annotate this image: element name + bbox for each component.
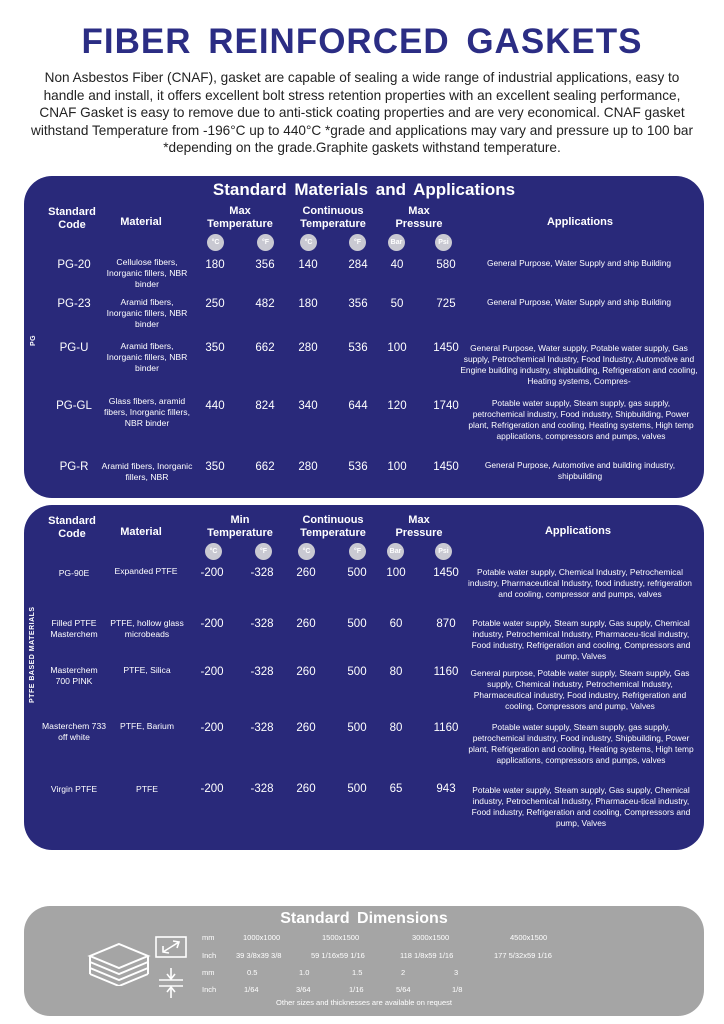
thickness-value: 1/16	[349, 985, 364, 994]
row-temp-f: -328	[250, 618, 274, 630]
unit-celsius-badge: °C	[207, 234, 224, 251]
row-cont-c: 280	[298, 342, 318, 354]
page-title: FIBER REINFORCED GASKETS	[81, 22, 643, 61]
row-cont-c: 260	[296, 783, 316, 795]
unit-bar-badge: Bar	[387, 543, 404, 560]
row-applications: Potable water supply, Chemical Industry, Petrochemical industry, Pharmaceutical Industry, food industry, refrigeration and cooling, compressor and pumps, valves	[468, 567, 692, 599]
row-cont-c: 260	[296, 618, 316, 630]
row-cont-c: 140	[298, 259, 318, 271]
row-cont-c: 280	[298, 461, 318, 473]
row-bar: 65	[389, 783, 403, 795]
row-temp-f: -328	[250, 783, 274, 795]
unit-celsius-badge: °C	[300, 234, 317, 251]
row-psi: 580	[436, 259, 456, 271]
side-label-pg: PG	[30, 334, 37, 346]
row-material: Aramid fibers, Inorganic fillers, NBR binder	[106, 297, 188, 329]
row-applications: Potable water supply, Steam supply, gas supply, petrochemical industry, Food industry, Shipbuilding, Power plant, Refrigeration and cooling, Heating systems, High temp applications, compressors and pumps, valves	[468, 398, 694, 441]
row-temp-c: -200	[200, 722, 224, 734]
row-temp-c: -200	[200, 567, 224, 579]
unit-celsius-badge: °C	[298, 543, 315, 560]
header-standard-code: Standard Code	[48, 515, 96, 540]
row-bar: 120	[387, 400, 407, 412]
row-temp-c: 440	[205, 400, 225, 412]
row-applications: General Purpose, Water supply, Potable water supply, Gas supply, Petrochemical Industry, Food Industry, Automotive and Engine building industry, shipbuilding, Refrigeration and cooling, Heating systems, Compres-	[460, 343, 698, 386]
row-code: PG-90E	[58, 568, 90, 578]
header-material: Material	[120, 526, 162, 538]
row-temp-c: 350	[205, 461, 225, 473]
side-label-ptfe: PTFE BASED MATERIALS	[29, 606, 36, 703]
dimensions-title: Standard Dimensions	[280, 910, 448, 927]
size-unit-inch: Inch	[202, 951, 217, 960]
header-max-pressure: Max Pressure	[395, 205, 443, 230]
row-cont-c: 260	[296, 567, 316, 579]
row-psi: 943	[436, 783, 456, 795]
row-psi: 1450	[433, 461, 459, 473]
row-applications: Potable water supply, Steam supply, gas supply, petrochemical industry, Food industry, Shipbuilding, Power plant, Refrigeration and cooling, Heating systems, High temp applications, compressors and pumps, valves	[468, 722, 694, 765]
row-cont-f: 356	[348, 298, 368, 310]
row-applications: Potable water supply, Steam supply, Gas supply, Chemical industry, Petrochemical Industry, Pharmaceu-tical industry, Food industry, Refrigeration and cooling, Compressors and pump, Valves	[471, 618, 691, 661]
row-cont-f: 644	[348, 400, 368, 412]
thickness-value: 0.5	[247, 968, 258, 977]
unit-fahrenheit-badge: °F	[257, 234, 274, 251]
row-temp-c: 180	[205, 259, 225, 271]
thickness-unit-mm: mm	[202, 968, 215, 977]
row-temp-c: -200	[200, 783, 224, 795]
unit-fahrenheit-badge: °F	[349, 234, 366, 251]
thickness-value: 1.0	[299, 968, 310, 977]
row-cont-f: 536	[348, 461, 368, 473]
row-cont-f: 500	[347, 666, 367, 678]
row-material: PTFE	[136, 784, 158, 794]
row-bar: 100	[386, 567, 406, 579]
size-unit-mm: mm	[202, 933, 215, 942]
row-code: Virgin PTFE	[50, 784, 98, 794]
row-cont-f: 284	[348, 259, 368, 271]
row-temp-f: 824	[255, 400, 275, 412]
size-value: 118 1/8x59 1/16	[400, 951, 454, 960]
standard-dimensions-panel	[24, 906, 704, 1016]
row-code: Masterchem 733 off white	[42, 721, 107, 742]
unit-psi-badge: Psi	[435, 543, 452, 560]
row-cont-c: 260	[296, 722, 316, 734]
row-psi: 1450	[433, 567, 459, 579]
row-material: PTFE, hollow glass microbeads	[110, 618, 184, 639]
size-value: 39 3/8x39 3/8	[236, 951, 282, 960]
standard-materials-panel	[24, 176, 704, 498]
size-value: 177 5/32x59 1/16	[494, 951, 552, 960]
row-applications: General purpose, Potable water supply, Steam supply, Gas supply, Chemical industry, Petrochemical Industry, Pharmaceutical industry, Food industry, Refrigeration and cooling, Compressors and pump, Valves	[470, 668, 690, 711]
row-cont-f: 500	[347, 722, 367, 734]
unit-celsius-badge: °C	[205, 543, 222, 560]
thickness-icon	[157, 968, 185, 998]
header-standard-code: Standard Code	[48, 206, 96, 231]
row-material: PTFE, Silica	[123, 665, 171, 675]
intro-paragraph: Non Asbestos Fiber (CNAF), gasket are capable of sealing a wide range of industrial applications, easy to handle and install, it offers excellent bolt stress retention properties with an excellent sealing performance, CNAF Gasket is easy to remove due to anti-stick coating properties and are very economical. CNAF gasket withstand Temperature from -196°C up to 440°C *grade and applications may vary and pressure up to 100 bar *depending on the grade.Graphite gaskets withstand temperature.	[31, 70, 693, 156]
row-code: Masterchem 700 PINK	[50, 665, 98, 686]
row-temp-c: 250	[205, 298, 225, 310]
size-value: 4500x1500	[510, 933, 548, 942]
row-bar: 50	[390, 298, 404, 310]
header-continuous-temperature: Continuous Temperature	[300, 205, 366, 230]
header-material: Material	[120, 216, 162, 228]
unit-bar-badge: Bar	[388, 234, 405, 251]
row-temp-f: 356	[255, 259, 275, 271]
size-value: 59 1/16x59 1/16	[311, 951, 365, 960]
thickness-value: 1.5	[352, 968, 363, 977]
row-psi: 870	[436, 618, 456, 630]
row-temp-c: -200	[200, 666, 224, 678]
row-code: PG-U	[59, 342, 89, 354]
thickness-unit-inch: Inch	[202, 985, 217, 994]
row-code: Filled PTFE Masterchem	[50, 618, 98, 639]
gasket-sheets-icon	[86, 940, 152, 986]
row-cont-f: 536	[348, 342, 368, 354]
row-material: Aramid fibers, Inorganic fillers, NBR binder	[106, 341, 188, 373]
thickness-value: 3/64	[296, 985, 311, 994]
panel-title: Standard Materials and Applications	[212, 180, 516, 199]
sheet-size-icon	[155, 936, 187, 958]
row-applications: Potable water supply, Steam supply, Gas supply, Chemical industry, Petrochemical Industry, Pharmaceu-tical industry, Food industry, Refrigeration and cooling, Compressors and pump, Valves	[471, 785, 691, 828]
row-material: Expanded PTFE	[114, 566, 178, 576]
thickness-value: 5/64	[396, 985, 411, 994]
row-temp-f: 482	[255, 298, 275, 310]
row-cont-c: 260	[296, 666, 316, 678]
row-cont-c: 180	[298, 298, 318, 310]
row-material: Aramid fibers, Inorganic fillers, NBR	[101, 461, 193, 482]
thickness-value: 2	[401, 968, 406, 977]
header-min-temperature: Min Temperature	[207, 514, 273, 539]
header-applications: Applications	[546, 216, 613, 228]
row-material: Glass fibers, aramid fibers, Inorganic fillers, NBR binder	[104, 396, 190, 428]
row-temp-f: 662	[255, 342, 275, 354]
row-code: PG-R	[59, 461, 89, 473]
row-temp-f: 662	[255, 461, 275, 473]
row-code: PG-GL	[56, 400, 92, 412]
size-value: 1000x1000	[243, 933, 281, 942]
size-value: 1500x1500	[322, 933, 360, 942]
row-temp-f: -328	[250, 722, 274, 734]
thickness-value: 1/8	[452, 985, 463, 994]
row-cont-f: 500	[347, 618, 367, 630]
header-continuous-temperature: Continuous Temperature	[300, 514, 366, 539]
row-psi: 1450	[433, 342, 459, 354]
row-applications: General Purpose, Water Supply and ship Building	[486, 258, 672, 268]
unit-fahrenheit-badge: °F	[349, 543, 366, 560]
row-material: Cellulose fibers, Inorganic fillers, NBR binder	[106, 257, 188, 289]
row-code: PG-23	[57, 298, 91, 310]
row-psi: 725	[436, 298, 456, 310]
row-material: PTFE, Barium	[120, 721, 174, 731]
row-psi: 1740	[433, 400, 459, 412]
row-code: PG-20	[57, 259, 91, 271]
row-cont-f: 500	[347, 567, 367, 579]
row-temp-c: -200	[200, 618, 224, 630]
row-bar: 40	[390, 259, 404, 271]
header-max-temperature: Max Temperature	[207, 205, 273, 230]
row-temp-c: 350	[205, 342, 225, 354]
thickness-value: 3	[454, 968, 459, 977]
row-temp-f: -328	[250, 567, 274, 579]
row-bar: 60	[389, 618, 403, 630]
row-cont-f: 500	[347, 783, 367, 795]
row-bar: 80	[389, 722, 403, 734]
row-bar: 80	[389, 666, 403, 678]
thickness-value: 1/64	[244, 985, 259, 994]
row-bar: 100	[387, 342, 407, 354]
row-psi: 1160	[433, 666, 459, 678]
dimensions-note: Other sizes and thicknesses are available on request	[276, 998, 452, 1007]
row-temp-f: -328	[250, 666, 274, 678]
unit-psi-badge: Psi	[435, 234, 452, 251]
row-bar: 100	[387, 461, 407, 473]
ptfe-materials-panel	[24, 505, 704, 850]
unit-fahrenheit-badge: °F	[255, 543, 272, 560]
size-value: 3000x1500	[412, 933, 450, 942]
row-applications: General Purpose, Water Supply and ship Building	[486, 297, 672, 307]
header-max-pressure: Max Pressure	[395, 514, 443, 539]
row-cont-c: 340	[298, 400, 318, 412]
row-psi: 1160	[433, 722, 459, 734]
header-applications: Applications	[544, 525, 611, 537]
row-applications: General Purpose, Automotive and building industry, shipbuilding	[484, 460, 676, 481]
